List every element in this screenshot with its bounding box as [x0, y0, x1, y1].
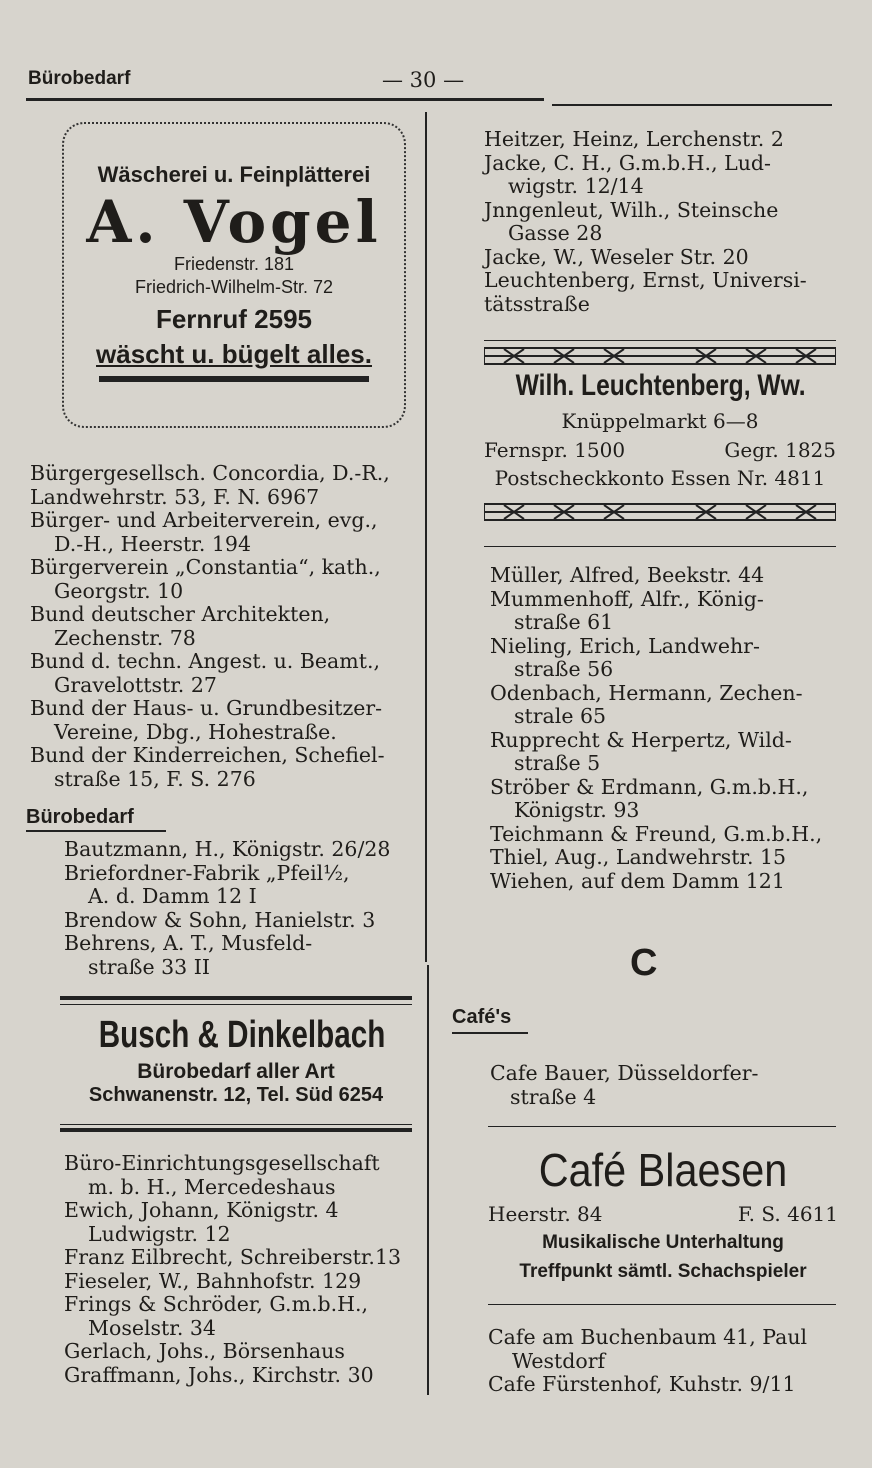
leuchtenberg-founded: Gegr. 1825	[724, 438, 836, 462]
section-heading-cafes: Café's	[452, 1006, 512, 1028]
vogel-phone: Fernruf 2595	[155, 304, 313, 334]
list-item: Müller, Alfred, Beekstr. 44	[490, 563, 765, 587]
list-item: Fieseler, W., Bahnhofstr. 129	[64, 1268, 362, 1293]
buero-entries-1	[64, 838, 420, 979]
vogel-advertisement	[62, 122, 406, 428]
leuchtenberg-name: Wilh. Leuchtenberg, Ww.	[515, 369, 806, 402]
page-number: — 30 —	[382, 68, 465, 92]
list-item: Bürgergesellsch. Concordia, D.-R.,	[30, 461, 390, 485]
right-entries-2	[490, 564, 840, 893]
leuchtenberg-address: Knüppelmarkt 6—8	[561, 409, 759, 433]
blaesen-address: Heerstr. 84	[488, 1202, 603, 1226]
leuchtenberg-phone: Fernspr. 1500	[484, 438, 626, 462]
right-entries-3	[488, 1326, 838, 1397]
section-heading-buerobedarf: Bürobedarf	[26, 806, 134, 828]
header-rule-right	[552, 104, 832, 106]
list-item: Bund deutscher Architekten, Zechenstr. 78	[30, 602, 331, 650]
vogel-underline-bar	[99, 376, 369, 382]
vogel-address-2: Friedrich-Wilhelm-Str. 72	[134, 277, 334, 297]
list-item: Bund der Kinderreichen, Schefiel- straße 15, F. S. 276	[30, 743, 385, 791]
busch-tagline: Bürobedarf aller Art	[137, 1060, 335, 1083]
busch-rule-top-thin	[60, 1004, 412, 1005]
blaesen-rule-top	[488, 1126, 836, 1127]
column-divider-upper	[425, 112, 427, 962]
list-item: Heitzer, Heinz, Lerchenstr. 2	[484, 127, 784, 151]
list-item: Ströber & Erdmann, G.m.b.H., Königstr. 93	[490, 774, 809, 822]
list-item: Thiel, Aug., Landwehrstr. 15	[490, 845, 787, 869]
vogel-slogan: wäscht u. bügelt alles.	[96, 339, 372, 369]
blaesen-chess: Treffpunkt sämtl. Schachspieler	[519, 1261, 807, 1282]
list-item: Landwehrstr. 53, F. N. 6967	[30, 484, 320, 509]
blaesen-phone: F. S. 4611	[737, 1202, 838, 1226]
ornament-border-top	[484, 346, 836, 366]
busch-rule-bottom-thin	[60, 1124, 412, 1125]
leuchtenberg-rule-bottom	[484, 546, 836, 547]
list-item: Bürger- und Arbeiterverein, evg., D.-H., Heerstr. 194	[30, 508, 378, 556]
busch-name: Busch & Dinkelbach	[98, 1014, 386, 1056]
vogel-address-1: Friedenstr. 181	[173, 254, 295, 274]
list-item: Cafe Fürstenhof, Kuhstr. 9/11	[488, 1372, 796, 1396]
header-rule-left	[26, 98, 544, 101]
vogel-tagline: Wäscherei u. Feinplätterei	[97, 162, 371, 187]
list-item: Nieling, Erich, Landwehr- straße 56	[490, 633, 760, 681]
blaesen-advertisement	[488, 1140, 838, 1286]
busch-rule-top	[60, 996, 412, 1000]
list-item: Bürgerverein „Constantia“, kath., Georgstr. 10	[30, 555, 381, 603]
list-item: Frings & Schröder, G.m.b.H., Moselstr. 34	[64, 1292, 369, 1340]
list-item: Mummenhoff, Alfr., König- straße 61	[490, 586, 764, 634]
list-item: Cafe Bauer, Düsseldorfer- straße 4	[490, 1061, 759, 1109]
list-item: Jacke, W., Weseler Str. 20	[484, 244, 749, 269]
left-entries-1	[30, 462, 420, 791]
blaesen-music: Musikalische Unterhaltung	[542, 1232, 784, 1253]
list-item: Bund der Haus- u. Grundbesitzer- Vereine, Dbg., Hohestraße.	[30, 696, 383, 744]
vogel-name: A. Vogel	[86, 188, 382, 256]
list-item: Gerlach, Johs., Börsenhaus	[64, 1339, 345, 1363]
list-item: Briefordner-Fabrik „Pfeil½, A. d. Damm 12 I	[64, 860, 350, 908]
letter-heading-c: C	[630, 942, 658, 984]
busch-advertisement	[60, 1010, 412, 1107]
leuchtenberg-postcheck: Postscheckkonto Essen Nr. 4811	[494, 466, 826, 490]
list-item: Leuchtenberg, Ernst, Universi- tätsstraße	[484, 268, 807, 316]
list-item: Wiehen, auf dem Damm 121	[490, 868, 785, 893]
list-item: Bund d. techn. Angest. u. Beamt., Gravelottstr. 27	[30, 649, 380, 697]
cafes-heading-underline	[452, 1032, 528, 1034]
blaesen-name: Café Blaesen	[538, 1144, 788, 1196]
list-item: Ewich, Johann, Königstr. 4 Ludwigstr. 12	[64, 1198, 339, 1246]
list-item: Brendow & Sohn, Hanielstr. 3	[64, 907, 376, 932]
list-item: Graffmann, Johs., Kirchstr. 30	[64, 1362, 374, 1387]
list-item: Behrens, A. T., Musfeld- straße 33 II	[64, 931, 313, 979]
list-item: Bautzmann, H., Königstr. 26/28	[64, 837, 391, 861]
leuchtenberg-advertisement	[484, 366, 836, 492]
list-item: Franz Eilbrecht, Schreiberstr.13	[64, 1245, 402, 1269]
ornament-border-bottom	[484, 502, 836, 522]
blaesen-rule-bottom	[488, 1304, 836, 1305]
list-item: Jnngenleut, Wilh., Steinsche Gasse 28	[484, 197, 779, 245]
list-item: Büro-Einrichtungsgesellschaft m. b. H., Mercedeshaus	[64, 1151, 380, 1199]
leuchtenberg-rule-top	[484, 340, 836, 341]
busch-rule-bottom	[60, 1128, 412, 1132]
buero-entries-2	[64, 1152, 420, 1387]
section-heading-underline	[26, 830, 166, 832]
column-divider-lower	[427, 965, 429, 1395]
busch-address: Schwanenstr. 12, Tel. Süd 6254	[88, 1084, 384, 1106]
list-item: Rupprecht & Herpertz, Wild- straße 5	[490, 727, 792, 775]
running-header-section: Bürobedarf	[28, 68, 131, 89]
right-entries-1	[484, 128, 840, 316]
list-item: Odenbach, Hermann, Zechen- strale 65	[490, 680, 803, 728]
cafe-bauer-entry	[490, 1062, 840, 1109]
list-item: Cafe am Buchenbaum 41, Paul Westdorf	[488, 1325, 808, 1373]
list-item: Teichmann & Freund, G.m.b.H.,	[490, 821, 823, 846]
list-item: Jacke, C. H., G.m.b.H., Lud- wigstr. 12/14	[484, 150, 771, 198]
